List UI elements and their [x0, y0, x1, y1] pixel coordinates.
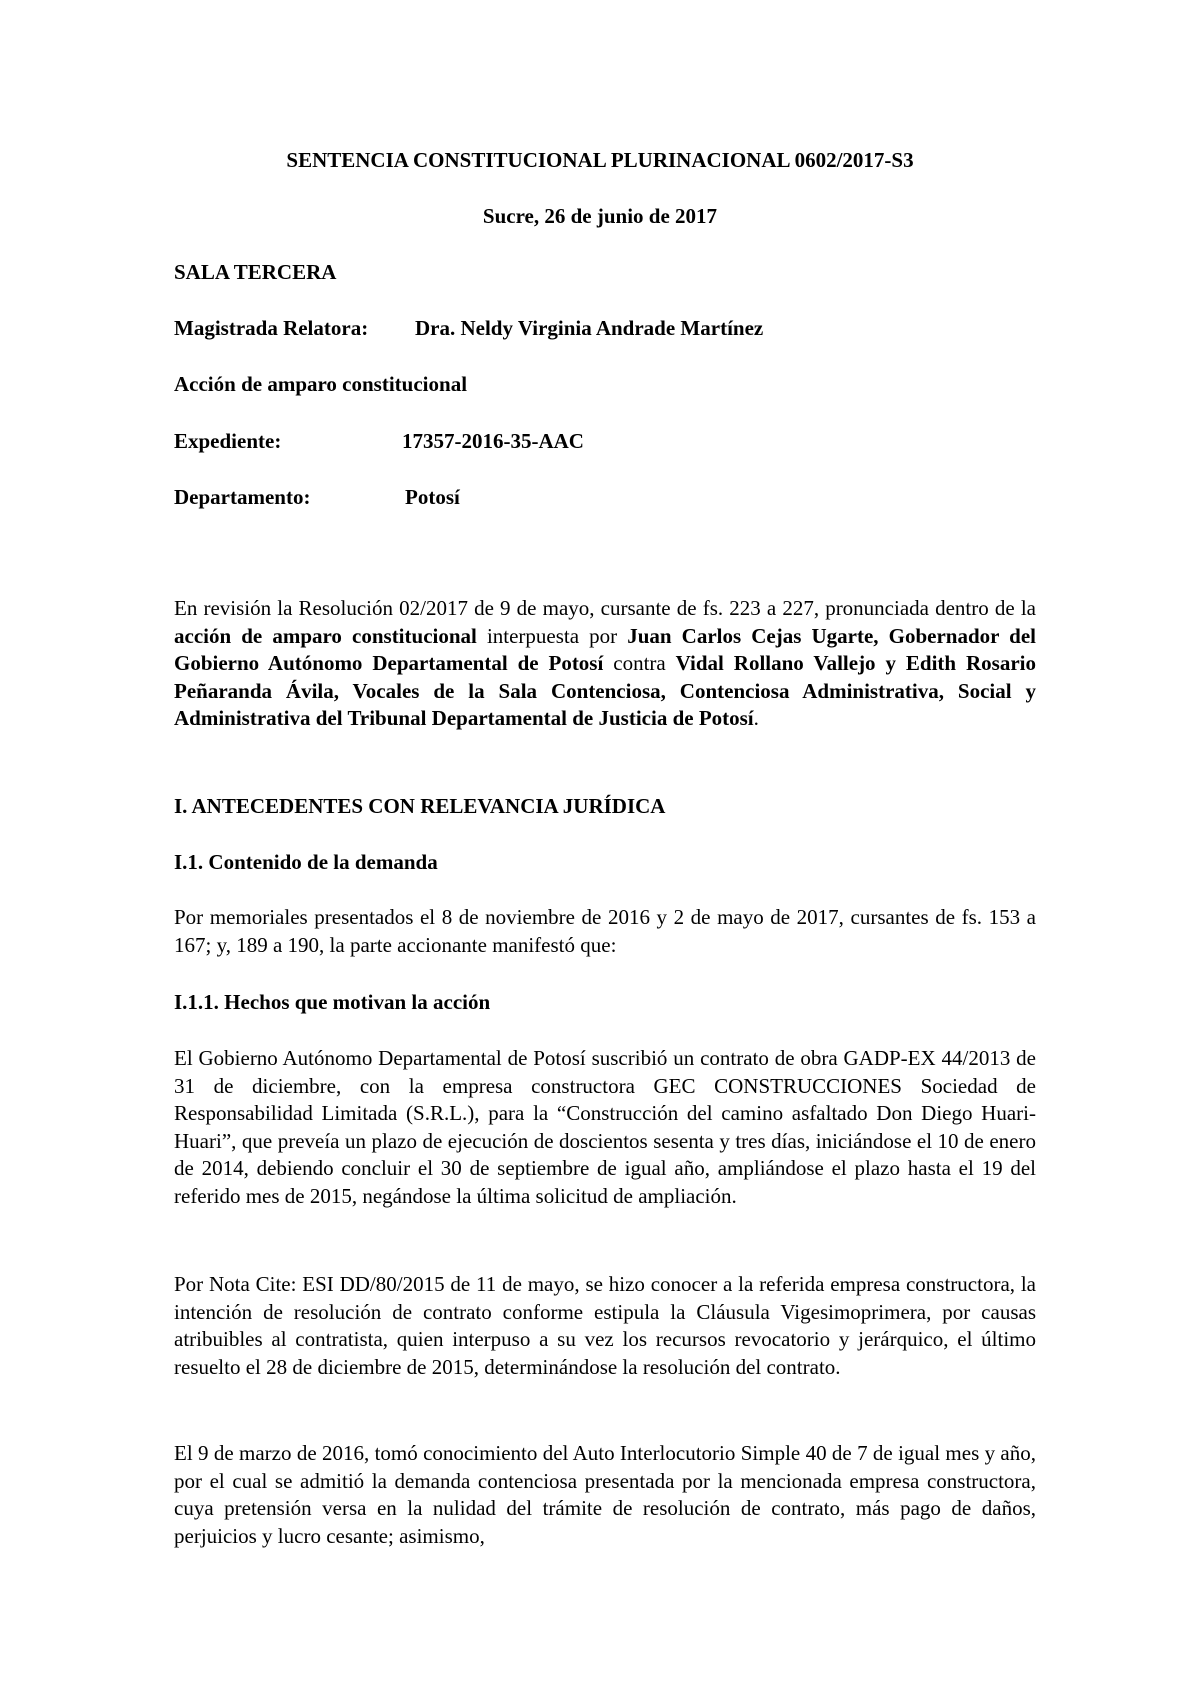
departamento-value: Potosí [405, 485, 460, 509]
intro-text-2: interpuesta por [476, 623, 628, 648]
intro-bold-demandados: Vidal Rollano Vallejo y Edith Rosario Peñaranda Ávila, Vocales de la Sala Contenciosa, Contenciosa Administrativa, Social y Administrativa del Tribunal Departamental de Justicia de Potosí [174, 651, 1036, 730]
intro-paragraph [174, 595, 1036, 733]
magistrada-value: Dra. Neldy Virginia Andrade Martínez [415, 316, 764, 340]
facts-paragraph-1: El Gobierno Autónomo Departamental de Potosí suscribió un contrato de obra GADP-EX 44/2013 de 31 de diciembre, con la empresa constructora GEC CONSTRUCCIONES Sociedad de Responsabilidad Limitada (S.R.L.), para la “Construcción del camino asfaltado Don Diego Huari-Huari”, que preveía un plazo de ejecución de doscientos sesenta y tres días, iniciándose el 10 de enero de 2014, debiendo concluir el 30 de septiembre de igual año, ampliándose el plazo hasta el 19 del referido mes de 2015, negándose la última solicitud de ampliación. [174, 1046, 1036, 1208]
facts-paragraph-3: El 9 de marzo de 2016, tomó conocimiento del Auto Interlocutorio Simple 40 de 7 de igual mes y año, por el cual se admitió la demanda contenciosa presentada por la mencionada empresa constructora, cuya pretensión versa en la nulidad del trámite de resolución de contrato, más pago de daños, perjuicios y lucro cesante; asimismo, [174, 1441, 1036, 1548]
document-title: SENTENCIA CONSTITUCIONAL PLURINACIONAL 0602/2017-S3 [286, 148, 914, 172]
accion-type: Acción de amparo constitucional [174, 372, 468, 396]
intro-text-4: . [753, 706, 759, 730]
section-heading-1: I. ANTECEDENTES CON RELEVANCIA JURÍDICA [174, 794, 666, 818]
section-heading-1-1: I.1. Contenido de la demanda [174, 850, 438, 874]
intro-text-1: En revisión la Resolución 02/2017 de 9 de mayo, cursante de fs. 223 a 227, pronunciada dentro de la [174, 596, 1036, 620]
sala-heading: SALA TERCERA [174, 260, 337, 284]
section-1-1-paragraph: Por memoriales presentados el 8 de noviembre de 2016 y 2 de mayo de 2017, cursantes de fs. 153 a 167; y, 189 a 190, la parte accionante manifestó que: [174, 905, 1036, 957]
expediente-value: 17357-2016-35-AAC [402, 429, 584, 453]
intro-bold-accionante: Juan Carlos Cejas Ugarte, Gobernador del Gobierno Autónomo Departamental de Potosí [174, 623, 1036, 675]
place-date: Sucre, 26 de junio de 2017 [482, 204, 718, 228]
facts-paragraph-2: Por Nota Cite: ESI DD/80/2015 de 11 de mayo, se hizo conocer a la referida empresa constructora, la intención de resolución de contrato conforme estipula la Cláusula Vigesimoprimera, por causas atribuibles al contratista, quien interpuso a su vez los recursos revocatorio y jerárquico, el último resuelto el 28 de diciembre de 2015, determinándose la resolución del contrato. [174, 1272, 1036, 1379]
intro-text-3: contra [603, 651, 676, 675]
magistrada-label: Magistrada Relatora: [174, 316, 369, 340]
expediente-label: Expediente: [174, 429, 282, 453]
departamento-label: Departamento: [174, 485, 311, 509]
section-heading-1-1-1: I.1.1. Hechos que motivan la acción [174, 990, 491, 1014]
intro-bold-accion: acción de amparo constitucional [174, 623, 477, 648]
